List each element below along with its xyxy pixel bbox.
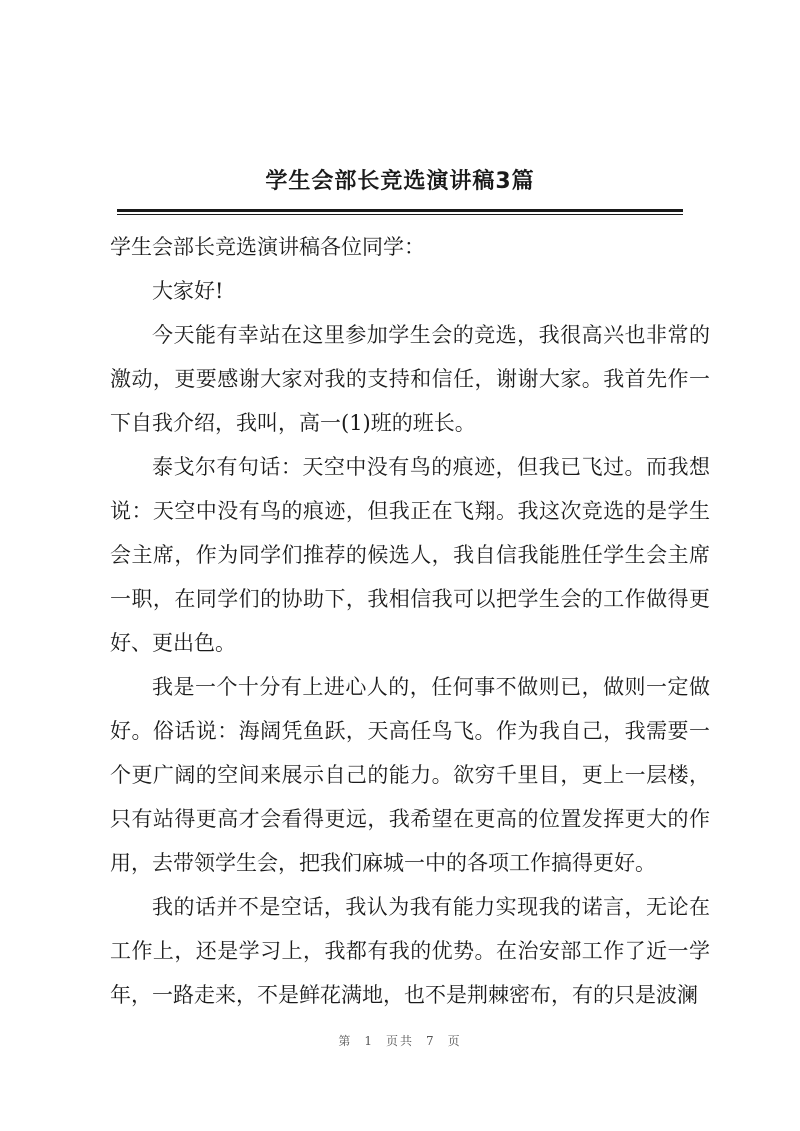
paragraph-salutation: 学生会部长竞选演讲稿各位同学： (110, 235, 425, 259)
paragraph-introduction: 今天能有幸站在这里参加学生会的竞选，我很高兴也非常的激动，更要感谢大家对我的支持和信任，谢谢大家。我首先作一下自我介绍，我叫，高一(1)班的班长。 (110, 323, 710, 435)
footer-prefix: 第 (338, 1034, 353, 1048)
paragraph-ambition: 我是一个十分有上进心人的，任何事不做则已，做则一定做好。俗话说：海阔凭鱼跃，天高任鸟飞。作为我自己，我需要一个更广阔的空间来展示自己的能力。欲穷千里目，更上一层楼，只有站得更高才会看得更远，我希望在更高的位置发挥更大的作用，去带领学生会，把我们麻城一中的各项工作搞得更好。 (110, 675, 710, 875)
footer-suffix: 页 (447, 1034, 462, 1048)
footer-total-pages: 7 (426, 1034, 436, 1048)
title-rule-thin (117, 214, 683, 215)
paragraph-tagore-quote: 泰戈尔有句话：天空中没有鸟的痕迹，但我已飞过。而我想说：天空中没有鸟的痕迹，但我正在飞翔。我这次竞选的是学生会主席，作为同学们推荐的候选人，我自信我能胜任学生会主席一职，在同学们的协助下，我相信我可以把学生会的工作做得更好、更出色。 (110, 455, 710, 655)
footer-page-number: 1 (364, 1034, 374, 1048)
page-footer (0, 1032, 800, 1049)
paragraph-ability: 我的话并不是空话，我认为我有能力实现我的诺言，无论在工作上，还是学习上，我都有我的优势。在治安部工作了近一学年，一路走来，不是鲜花满地，也不是荆棘密布，有的只是波澜 (110, 895, 710, 1007)
document-title: 学生会部长竞选演讲稿3篇 (265, 169, 535, 194)
footer-middle: 页共 (385, 1034, 414, 1048)
title-rule-thick (117, 209, 683, 212)
paragraph-greeting: 大家好! (152, 279, 224, 303)
document-body (110, 225, 710, 1017)
